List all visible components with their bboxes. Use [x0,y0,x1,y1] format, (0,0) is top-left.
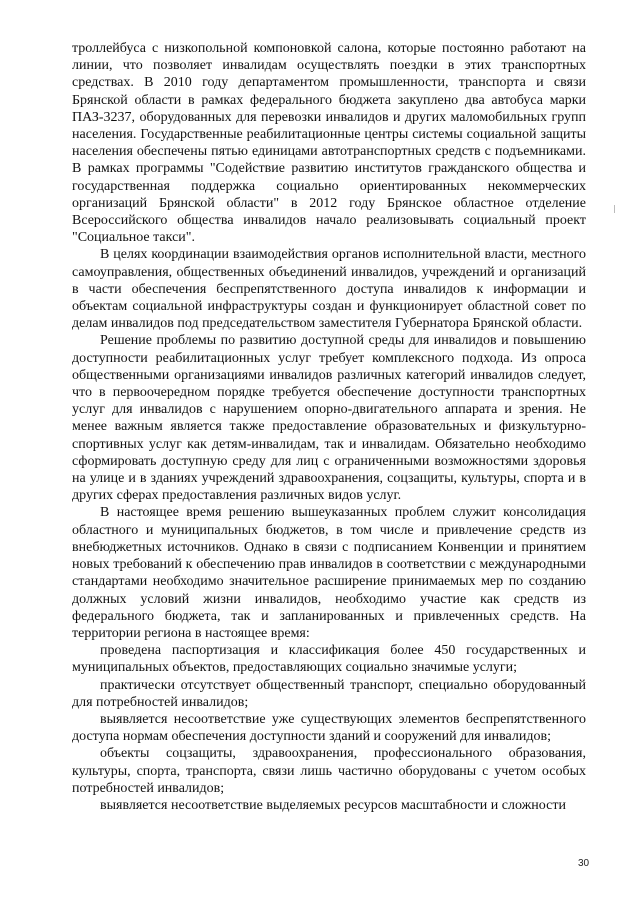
paragraph-2: В целях координации взаимодействия органов исполнительной власти, местного самоуправления, общественных объединений инвалидов, учреждений и организаций в части обеспечения беспрепятственного доступа инвалидов к информации и объектам социальной инфраструктуры создан и функционирует областной совет по делам инвалидов под председательством заместителя Губернатора Брянской области. [72,247,586,332]
list-item-1: проведена паспортизация и классификация более 450 государственных и муниципальных объектов, предоставляющих социально значимые услуги; [72,643,586,676]
document-body [72,40,586,814]
list-item-2: практически отсутствует общественный транспорт, специально оборудованный для потребностей инвалидов; [72,677,586,710]
scan-margin-mark [614,205,615,213]
paragraph-4: В настоящее время решению вышеуказанных проблем служит консолидация областного и муниципальных бюджетов, в том числе и привлечение средств из внебюджетных источников. Однако в связи с подписанием Конвенции и принятием новых требований к обеспечению прав инвалидов в соответствии с международными стандартами необходимо значительное расширение принимаемых мер по созданию должных условий жизни инвалидов, необходимо участие как средств из федерального бюджета, так и запланированных и привлеченных средств. На территории региона в настоящее время: [72,505,586,641]
page-number: 30 [578,858,590,869]
list-item-5: выявляется несоответствие выделяемых ресурсов масштабности и сложности [100,797,566,813]
paragraph-1: троллейбуса с низкопольной компоновкой салона, которые постоянно работают на линии, что позволяет инвалидам осуществлять поездки в этих транспортных средствах. В 2010 году департаментом промышленности, транспорта и связи Брянской области в рамках федерального бюджета закуплено два автобуса марки ПАЗ-3237, оборудованных для перевозки инвалидов и других маломобильных групп населения. Государственные реабилитационные центры системы социальной защиты населения обеспечены пятью единицами автотранспортных средств с подъемниками. В рамках программы "Содействие развитию институтов гражданского общества и государственная поддержка социально ориентированных некоммерческих организаций Брянской области" в 2012 году Брянское областное отделение Всероссийского общества инвалидов начало реализовывать социальный проект "Социальное такси". [72,41,586,246]
list-item-4: объекты соцзащиты, здравоохранения, профессионального образования, культуры, спорта, транспорта, связи лишь частично оборудованы с учетом особых потребностей инвалидов; [72,746,586,796]
paragraph-3: Решение проблемы по развитию доступной среды для инвалидов и повышению доступности реабилитационных услуг требует комплексного подхода. Из опроса общественными организациями инвалидов различных категорий инвалидов следует, что в первоочередном порядке требуется обеспечение доступности транспортных услуг для инвалидов с нарушением опорно-двигательного аппарата и зрения. Не менее важным является также предоставление образовательных и физкультурно-спортивных услуг как детям-инвалидам, так и инвалидам. Обязательно необходимо сформировать доступную среду для лиц с ограниченными возможностями здоровья на улице и в зданиях учреждений здравоохранения, соцзащиты, культуры, спорта и в других сферах предоставления различных видов услуг. [72,333,586,504]
list-item-3: выявляется несоответствие уже существующих элементов беспрепятственного доступа нормам обеспечения доступности зданий и сооружений для инвалидов; [72,711,586,745]
